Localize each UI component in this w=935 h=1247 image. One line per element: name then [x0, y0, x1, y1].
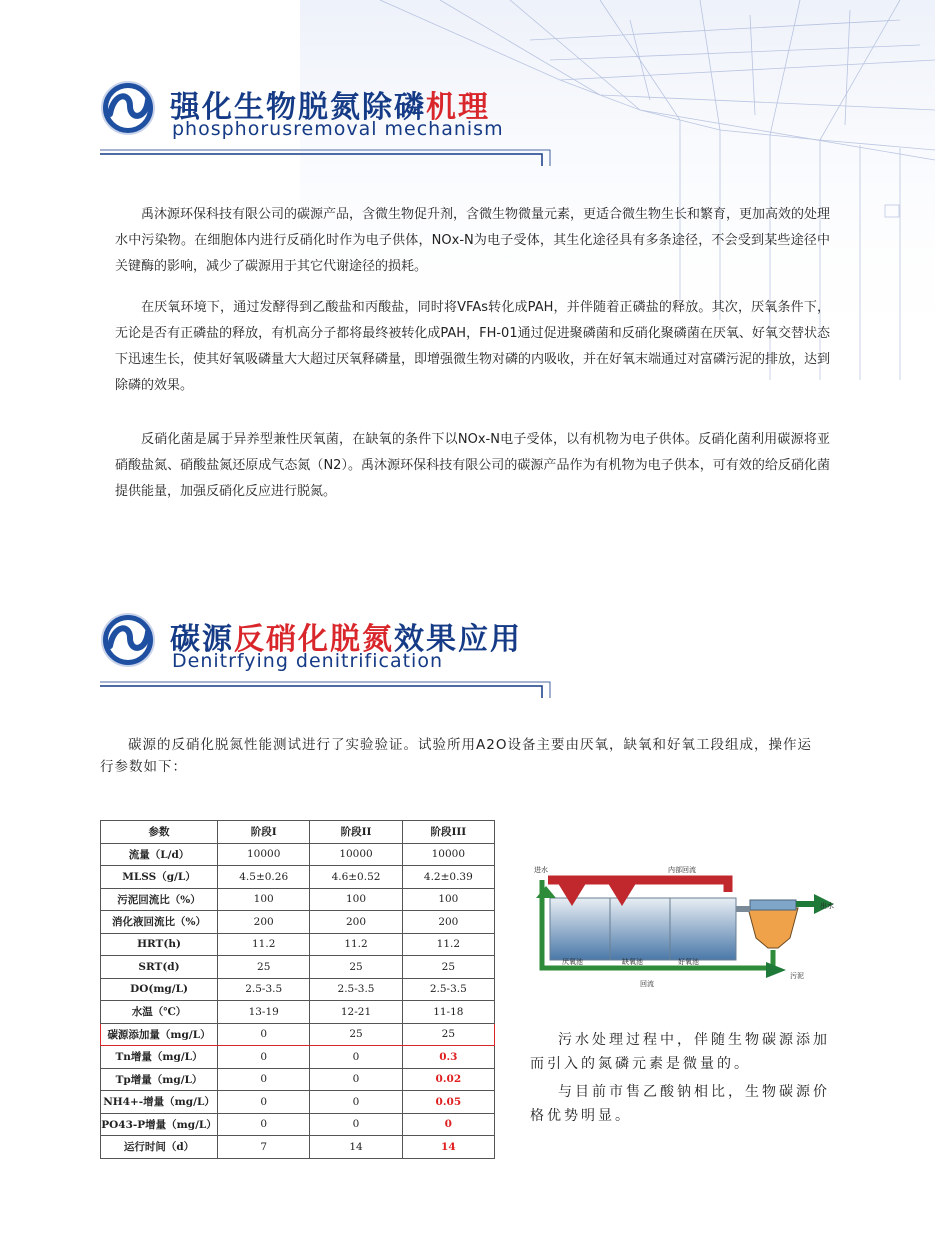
param-value: 0	[310, 1046, 402, 1069]
param-value: 4.2±0.39	[402, 866, 494, 889]
anaerobic-tank	[550, 898, 610, 960]
param-value: 12-21	[310, 1001, 402, 1024]
param-name: 流量（L/d）	[101, 843, 218, 866]
param-value: 0	[218, 1091, 310, 1114]
param-name: 水温（℃）	[101, 1001, 218, 1024]
clarifier	[748, 908, 798, 948]
param-name: PO43-P增量（mg/L）	[101, 1113, 218, 1136]
param-name: NH4+-增量（mg/L）	[101, 1091, 218, 1114]
anoxic-tank	[610, 898, 670, 960]
param-value: 10000	[218, 843, 310, 866]
param-name: 消化液回流比（%）	[101, 911, 218, 934]
param-value: 0	[310, 1113, 402, 1136]
param-name: MLSS（g/L）	[101, 866, 218, 889]
param-name: SRT(d)	[101, 956, 218, 979]
param-value: 25	[310, 956, 402, 979]
company-logo-icon	[100, 80, 156, 136]
param-value: 100	[402, 888, 494, 911]
param-name: DO(mg/L)	[101, 978, 218, 1001]
diagram-label-anoxic: 缺氧池	[622, 958, 643, 966]
param-value: 2.5-3.5	[218, 978, 310, 1001]
section1-header	[100, 80, 560, 170]
section1-divider	[100, 136, 560, 166]
table-row	[101, 911, 495, 934]
param-value: 11-18	[402, 1001, 494, 1024]
a2o-process-diagram	[528, 858, 838, 993]
section1-paragraph-2: 在厌氧环境下，通过发酵得到乙酸盐和丙酸盐，同时将VFAs转化成PAH，并伴随着正磷盐的释放。其次，厌氧条件下，无论是否有正磷盐的释放，有机高分子都将最终被转化成PAH，FH-01通过促进聚磷菌和反硝化聚磷菌在厌氧、好氧交替状态下迅速生长，使其好氧吸磷量大大超过厌氧释磷量，即增强微生物对磷的内吸收，并在好氧末端通过对富磷污泥的排放，达到除磷的效果。	[115, 300, 831, 393]
table-row	[101, 843, 495, 866]
param-value: 13-19	[218, 1001, 310, 1024]
param-value: 200	[402, 911, 494, 934]
table-row	[101, 1001, 495, 1024]
sludge-arrow	[766, 962, 786, 978]
table-row	[101, 1046, 495, 1069]
diagram-label-return: 回流	[640, 980, 654, 988]
section1-title-blue: 强化生物脱氮除磷	[170, 90, 426, 125]
diagram-label-anaerobic: 厌氧池	[562, 958, 583, 966]
section2-subtitle: Denitrfying denitrification	[172, 650, 443, 672]
param-value: 2.5-3.5	[402, 978, 494, 1001]
diagram-label-internal-return: 内部回流	[668, 866, 696, 874]
param-value: 0	[218, 1046, 310, 1069]
param-name: 运行时间（d）	[101, 1136, 218, 1159]
table-header-cell: 阶段II	[310, 821, 402, 844]
diagram-label-inlet: 进水	[534, 866, 548, 874]
company-logo-icon	[100, 612, 156, 668]
param-value: 0	[218, 1023, 310, 1046]
table-header-cell: 阶段III	[402, 821, 494, 844]
section1-title-red: 机理	[426, 90, 490, 125]
table-row	[101, 1091, 495, 1114]
section2-header	[100, 612, 560, 702]
note-paragraph-1: 污水处理过程中，伴随生物碳源添加而引入的氮磷元素是微量的。	[530, 1032, 830, 1072]
section2-divider	[100, 668, 560, 698]
param-value: 14	[310, 1136, 402, 1159]
param-value: 4.6±0.52	[310, 866, 402, 889]
param-name: 碳源添加量（mg/L）	[101, 1023, 218, 1046]
param-value: 200	[310, 911, 402, 934]
param-value: 10000	[402, 843, 494, 866]
table-row	[101, 978, 495, 1001]
section1-paragraph-1: 禹沐源环保科技有限公司的碳源产品，含微生物促升剂，含微生物微量元素，更适合微生物生长和繁育，更加高效的处理水中污染物。在细胞体内进行反硝化时作为电子供体，NOx-N为电子受体，其生化途径具有多条途径，不会受到某些途径中关键酶的影响，减少了碳源用于其它代谢途径的损耗。	[115, 207, 831, 274]
table-row-highlighted	[101, 1023, 495, 1046]
param-value: 0.3	[402, 1046, 494, 1069]
table-row	[101, 1113, 495, 1136]
return-arrow	[536, 886, 556, 898]
section2-title-blue-2: 效果应用	[394, 622, 522, 657]
param-value: 200	[218, 911, 310, 934]
param-value: 0	[310, 1091, 402, 1114]
param-value: 11.2	[402, 933, 494, 956]
param-value: 25	[402, 956, 494, 979]
table-header-cell: 阶段I	[218, 821, 310, 844]
operating-parameters-table	[100, 820, 495, 1159]
diagram-label-sludge: 污泥	[790, 972, 804, 980]
table-row	[101, 866, 495, 889]
param-value: 0	[310, 1068, 402, 1091]
param-value: 25	[402, 1023, 494, 1046]
param-value: 25	[218, 956, 310, 979]
section2-title-red: 反硝化脱氮	[234, 622, 394, 657]
param-value: 4.5±0.26	[218, 866, 310, 889]
param-name: 污泥回流比（%）	[101, 888, 218, 911]
table-header-row	[101, 821, 495, 844]
clarifier-top	[750, 900, 796, 910]
table-row	[101, 888, 495, 911]
diagram-label-aerobic: 好氧池	[678, 958, 699, 966]
param-value: 10000	[310, 843, 402, 866]
section1-paragraph-3: 反硝化菌是属于异养型兼性厌氧菌，在缺氧的条件下以NOx-N电子受体，以有机物为电子供体。反硝化菌利用碳源将亚硝酸盐氮、硝酸盐氮还原成气态氮（N2）。禹沐源环保科技有限公司的碳源产品作为有机物为电子供本，可有效的给反硝化菌提供能量，加强反硝化反应进行脱氮。	[115, 432, 830, 499]
param-value: 0	[218, 1068, 310, 1091]
aerobic-tank	[670, 898, 736, 960]
table-header-cell: 参数	[101, 821, 218, 844]
param-value: 11.2	[310, 933, 402, 956]
param-name: Tp增量（mg/L）	[101, 1068, 218, 1091]
param-value: 0	[218, 1113, 310, 1136]
diagram-label-outlet: 出水	[820, 902, 834, 910]
table-row	[101, 956, 495, 979]
section2-title-blue-1: 碳源	[170, 622, 234, 657]
param-value: 0	[402, 1113, 494, 1136]
param-value: 14	[402, 1136, 494, 1159]
param-value: 25	[310, 1023, 402, 1046]
section1-subtitle: phosphorusremoval mechanism	[172, 118, 504, 140]
table-row	[101, 1136, 495, 1159]
param-value: 0.05	[402, 1091, 494, 1114]
table-row	[101, 1068, 495, 1091]
param-value: 100	[218, 888, 310, 911]
table-row	[101, 933, 495, 956]
param-value: 7	[218, 1136, 310, 1159]
note-paragraph-2: 与目前市售乙酸钠相比，生物碳源价格优势明显。	[530, 1084, 830, 1124]
param-value: 100	[310, 888, 402, 911]
param-value: 0.02	[402, 1068, 494, 1091]
section2-intro: 碳源的反硝化脱氮性能测试进行了实验验证。试验所用A2O设备主要由厌氧，缺氧和好氧工段组成，操作运行参数如下：	[100, 737, 812, 775]
param-name: HRT(h)	[101, 933, 218, 956]
param-name: Tn增量（mg/L）	[101, 1046, 218, 1069]
transfer-pipe	[736, 906, 750, 912]
param-value: 2.5-3.5	[310, 978, 402, 1001]
param-value: 11.2	[218, 933, 310, 956]
